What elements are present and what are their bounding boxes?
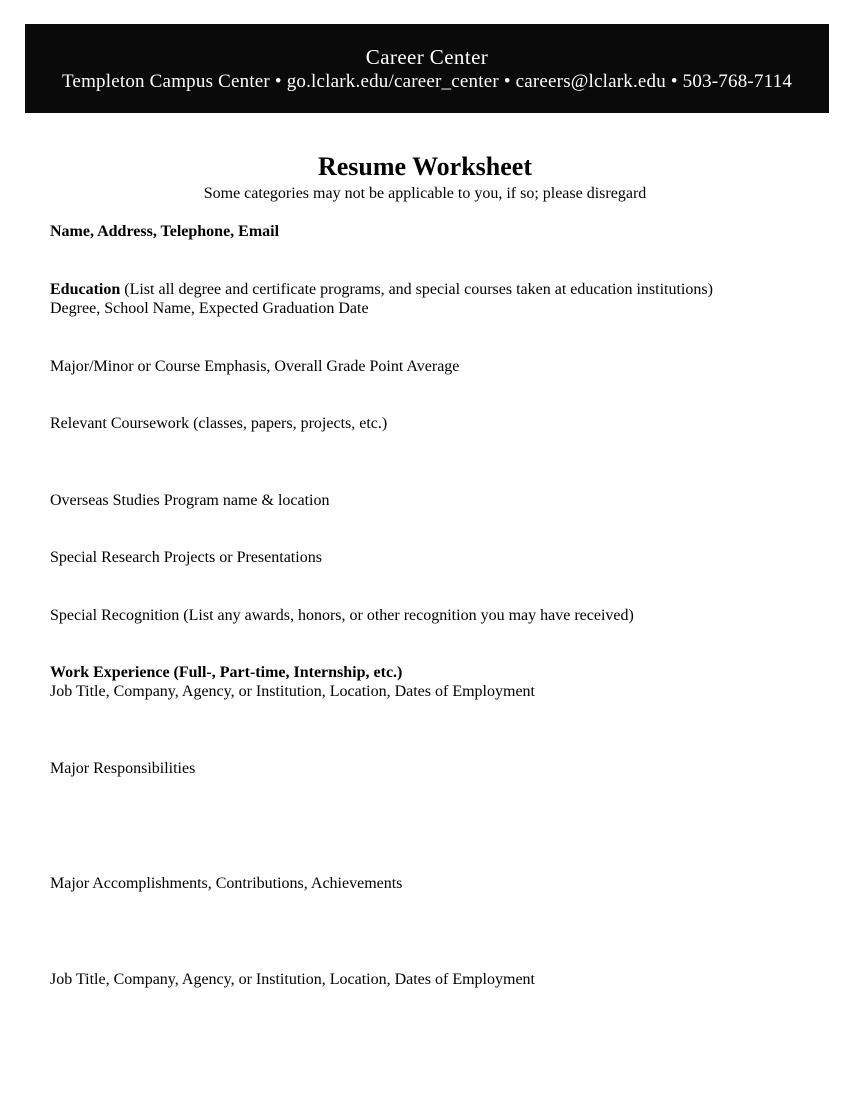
- education-note-text: (List all degree and certificate programs, and special courses taken at education institutions): [120, 281, 713, 298]
- line-special-research: Special Research Projects or Presentations: [50, 549, 322, 566]
- education-heading-text: Education: [50, 281, 121, 298]
- career-center-banner: [25, 24, 829, 113]
- heading-contact: Name, Address, Telephone, Email: [50, 223, 280, 240]
- line-overseas-studies: Overseas Studies Program name & location: [50, 492, 330, 509]
- line-major-accomplishments: Major Accomplishments, Contributions, Achievements: [50, 875, 403, 892]
- heading-work-experience: Work Experience (Full-, Part-time, Internship, etc.): [50, 664, 403, 681]
- line-relevant-coursework: Relevant Coursework (classes, papers, projects, etc.): [50, 415, 388, 432]
- banner-contact-line: Templeton Campus Center • go.lclark.edu/career_center • careers@lclark.edu • 503-768-7114: [61, 71, 793, 92]
- heading-education: [50, 280, 820, 299]
- line-job-title-1: Job Title, Company, Agency, or Institution, Location, Dates of Employment: [50, 683, 535, 700]
- line-job-title-2: Job Title, Company, Agency, or Institution, Location, Dates of Employment: [50, 971, 535, 988]
- line-special-recognition: Special Recognition (List any awards, honors, or other recognition you may have received): [50, 607, 634, 624]
- page-title: Resume Worksheet: [317, 152, 532, 181]
- page-subtitle: Some categories may not be applicable to you, if so; please disregard: [203, 185, 647, 202]
- line-degree-school: Degree, School Name, Expected Graduation Date: [50, 300, 369, 317]
- banner-title: Career Center: [365, 45, 489, 69]
- line-major-responsibilities: Major Responsibilities: [50, 760, 196, 777]
- line-major-gpa: Major/Minor or Course Emphasis, Overall Grade Point Average: [50, 358, 460, 375]
